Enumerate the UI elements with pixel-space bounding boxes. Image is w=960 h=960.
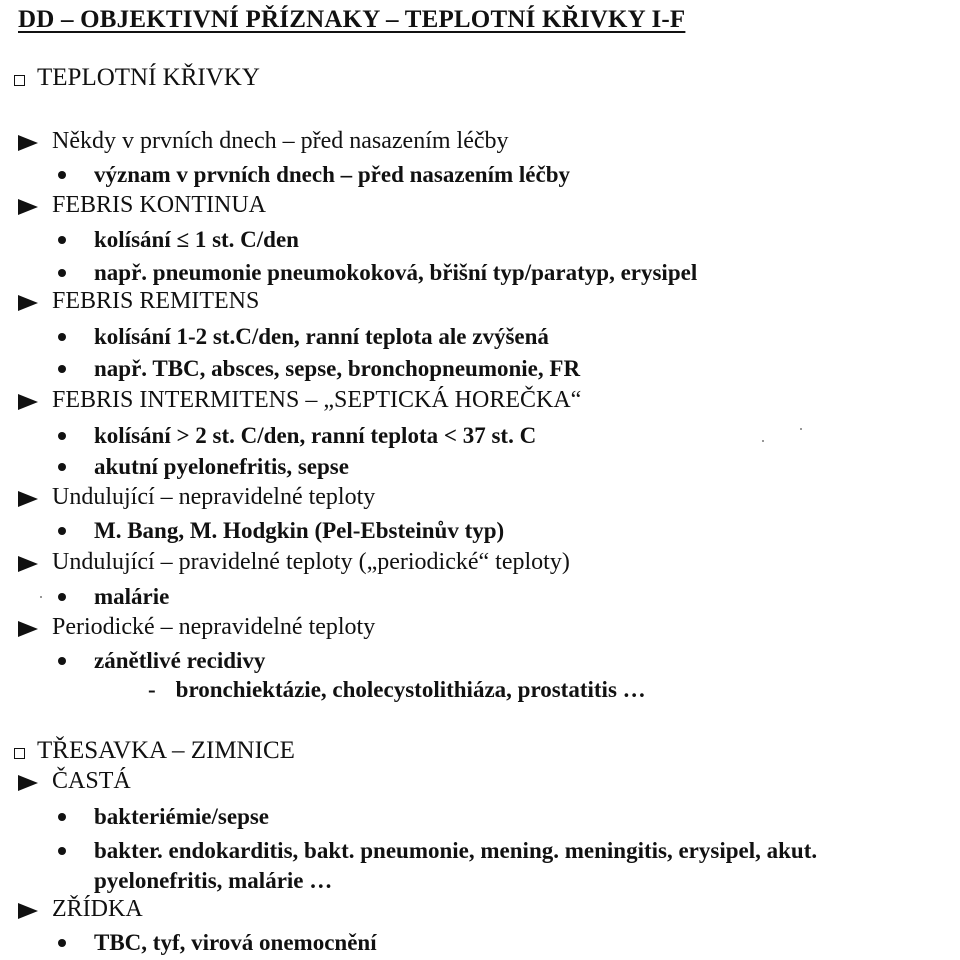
list-item xyxy=(18,549,570,576)
sub-bullet-text: malárie xyxy=(94,584,170,609)
arrow-bullet-icon xyxy=(18,199,38,215)
dot-bullet-icon xyxy=(58,463,66,471)
section-heading-text: TEPLOTNÍ KŘIVKY xyxy=(37,64,260,91)
list-item xyxy=(18,768,131,795)
sub-bullet-text: M. Bang, M. Hodgkin (Pel-Ebsteinův typ) xyxy=(94,518,505,543)
dot-bullet-icon xyxy=(58,269,66,277)
sub-bullet xyxy=(58,354,580,384)
dot-bullet-icon xyxy=(58,432,66,440)
sub-bullet xyxy=(58,225,299,255)
arrow-bullet-icon xyxy=(18,491,38,507)
sub-bullet xyxy=(58,322,549,352)
sub-bullet-text: kolísání 1-2 st.C/den, ranní teplota ale zvýšená xyxy=(94,324,549,349)
sub-bullet-text: význam v prvních dnech – před nasazením léčby xyxy=(94,162,570,187)
arrow-bullet-icon xyxy=(18,621,38,637)
arrow-bullet-icon xyxy=(18,903,38,919)
square-bullet-icon xyxy=(14,75,25,86)
list-item-label: Periodické – nepravidelné teploty xyxy=(52,614,376,640)
arrow-bullet-icon xyxy=(18,135,38,151)
sub-bullet-text xyxy=(94,836,817,896)
sub-bullet xyxy=(58,452,349,482)
list-item xyxy=(18,896,143,923)
list-item xyxy=(18,387,581,414)
dot-bullet-icon xyxy=(58,527,66,535)
sub-bullet xyxy=(58,516,504,546)
list-item xyxy=(18,128,509,155)
scan-speck xyxy=(40,596,42,598)
dot-bullet-icon xyxy=(58,236,66,244)
dash-bullet-icon: - xyxy=(148,677,156,702)
sub-bullet-text: akutní pyelonefritis, sepse xyxy=(94,454,349,479)
list-item-label: ZŘÍDKA xyxy=(52,896,143,922)
sub-bullet xyxy=(58,258,697,288)
scan-speck xyxy=(762,440,764,442)
sub-bullet-line: bakter. endokarditis, bakt. pneumonie, mening. meningitis, erysipel, akut. xyxy=(94,838,818,863)
dot-bullet-icon xyxy=(58,813,66,821)
scan-speck xyxy=(800,428,802,430)
list-item xyxy=(18,614,375,641)
list-item-label: FEBRIS INTERMITENS – „SEPTICKÁ HOREČKA“ xyxy=(52,387,582,413)
dot-bullet-icon xyxy=(58,365,66,373)
sub-bullet-text: např. TBC, absces, sepse, bronchopneumonie, FR xyxy=(94,356,581,381)
square-bullet-icon xyxy=(14,748,25,759)
list-item xyxy=(18,288,259,315)
page-title: DD – OBJEKTIVNÍ PŘÍZNAKY – TEPLOTNÍ KŘIVKY I-F xyxy=(18,6,686,33)
sub-bullet xyxy=(58,928,377,958)
dot-bullet-icon xyxy=(58,593,66,601)
dot-bullet-icon xyxy=(58,333,66,341)
sub-bullet xyxy=(58,646,265,676)
dot-bullet-icon xyxy=(58,847,66,855)
section-heading-text: TŘESAVKA – ZIMNICE xyxy=(37,737,295,764)
arrow-bullet-icon xyxy=(18,394,38,410)
section-heading-teplotni-krivky xyxy=(14,64,260,92)
list-item xyxy=(18,192,266,219)
sub-bullet-text: bakteriémie/sepse xyxy=(94,804,270,829)
list-item-label: Undulující – pravidelné teploty („periodické“ teploty) xyxy=(52,549,570,575)
sub-bullet-text: kolísání > 2 st. C/den, ranní teplota < 37 st. C xyxy=(94,423,537,448)
arrow-bullet-icon xyxy=(18,775,38,791)
arrow-bullet-icon xyxy=(18,295,38,311)
sub-bullet xyxy=(58,160,570,190)
list-item-label: FEBRIS REMITENS xyxy=(52,288,260,314)
sub-bullet xyxy=(58,802,269,832)
arrow-bullet-icon xyxy=(18,556,38,572)
list-item-label: Někdy v prvních dnech – před nasazením léčby xyxy=(52,128,509,154)
sub-bullet xyxy=(58,836,817,896)
sub-bullet-text: např. pneumonie pneumokoková, břišní typ/paratyp, erysipel xyxy=(94,260,698,285)
list-item-label: FEBRIS KONTINUA xyxy=(52,192,267,218)
list-item xyxy=(18,484,375,511)
dot-bullet-icon xyxy=(58,657,66,665)
sub-bullet-text: kolísání ≤ 1 st. C/den xyxy=(94,227,299,252)
sub-bullet-text: zánětlivé recidivy xyxy=(94,648,266,673)
dot-bullet-icon xyxy=(58,939,66,947)
sub-bullet xyxy=(58,421,536,451)
section-heading-tresavka xyxy=(14,737,295,765)
dash-subitem-text: bronchiektázie, cholecystolithiáza, prostatitis … xyxy=(175,677,646,702)
dot-bullet-icon xyxy=(58,171,66,179)
list-item-label: Undulující – nepravidelné teploty xyxy=(52,484,376,510)
sub-bullet-line: pyelonefritis, malárie … xyxy=(94,868,333,893)
sub-bullet-text: TBC, tyf, virová onemocnění xyxy=(94,930,377,955)
list-item-label: ČASTÁ xyxy=(52,768,131,794)
dash-subitem xyxy=(148,677,646,703)
sub-bullet xyxy=(58,582,169,612)
